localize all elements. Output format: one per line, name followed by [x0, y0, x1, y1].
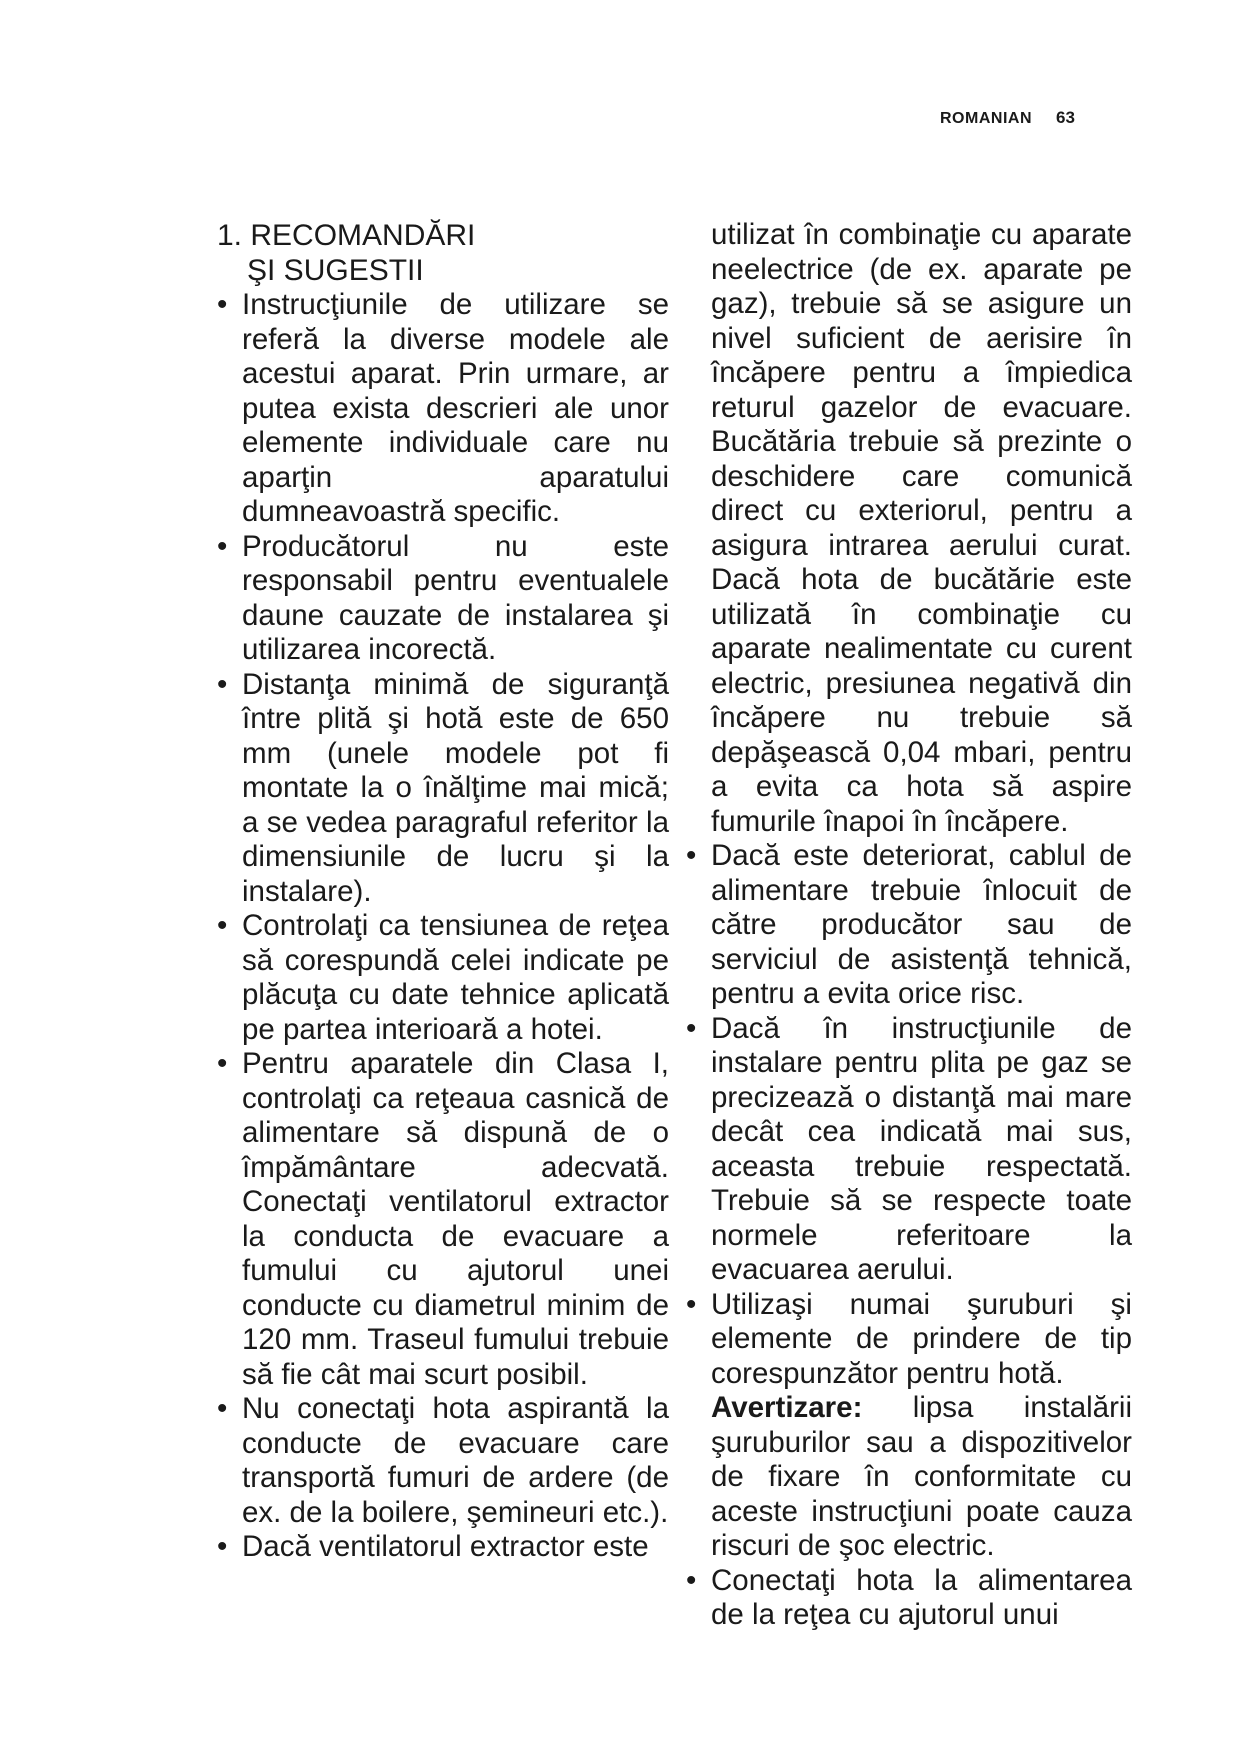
bullet-icon: •: [217, 1392, 228, 1425]
continuation-paragraph: utilizat în combinaţie cu aparate neelectrice (de ex. aparate pe gaz), trebuie să se asigure un nivel suficient de aerisire în încăpere pentru a împiedica returul gazelor de evacuare. Bucătăria trebuie să prezinte o deschidere care comunică direct cu exteriorul, pentru a asigura intrarea aerului curat. Dacă hota de bucătărie este utilizată în combinaţie cu aparate nealimentate cu curent electric, presiunea negativă din încăpere nu trebuie să depăşească 0,04 mbari, pentru a evita ca hota să aspire fumurile înapoi în încăpere.: [711, 218, 1132, 838]
section-title-line1: 1. RECOMANDĂRI: [217, 219, 476, 252]
bullet-icon: •: [217, 1530, 228, 1563]
warning-label: Avertizare:: [711, 1391, 863, 1424]
list-item: • Dacă ventilatorul extractor este: [217, 1530, 649, 1563]
bullet-icon: •: [686, 1287, 697, 1321]
list-item: • Distanţa minimă de siguranţă între plită şi hotă este de 650 mm (unele modele pot fi montate la o înălţime mai mică; a se vedea paragraful referitor la dimensiunile de lucru şi la instalare).: [217, 667, 669, 908]
bullet-icon: •: [217, 529, 228, 563]
language-label: ROMANIAN: [940, 110, 1032, 127]
bullet-icon: •: [217, 909, 228, 942]
bullet-icon: •: [217, 667, 228, 701]
page-header: [940, 108, 1140, 128]
left-column: [217, 218, 669, 1565]
bullet-icon: •: [686, 839, 697, 872]
list-item: • Conectaţi hota la alimentarea de la reţea cu ajutorul unui: [686, 1563, 1132, 1631]
list-item: • Utilizaşi numai şuruburi şi elemente de prindere de tip corespunzător pentru hotă. Avertizare: lipsa instalării şuruburilor sau a dispozitivelor de fixare în conformitate cu aceste instrucţiuni poate cauza riscuri de şoc electric.: [686, 1287, 1133, 1562]
bullet-icon: •: [686, 1011, 697, 1045]
section-title: [217, 218, 669, 288]
list-item: • Instrucţiunile de utilizare se referă la diverse modele ale acestui aparat. Prin urmare, ar putea exista descrieri ale unor elemente individuale care nu aparţin aparatului dumneavoastră specific.: [217, 288, 669, 528]
bullet-icon: •: [217, 1047, 228, 1080]
list-item: • Pentru aparatele din Clasa I, controlaţi ca reţeaua casnică de alimentare să dispună de o împământare adecvată. Conectaţi ventilatorul extractor la conducta de evacuare a fumului cu ajutorul unei conducte cu diametrul minim de 120 mm. Traseul fumului trebuie să fie cât mai scurt posibil.: [217, 1047, 669, 1391]
section-title-line2: ŞI SUGESTII: [247, 254, 424, 287]
page-number: 63: [1056, 108, 1075, 127]
list-item: • Dacă în instrucţiunile de instalare pentru plita pe gaz se precizează o distanţă mai mare decât cea indicată mai sus, aceasta trebuie respectată. Trebuie să se respecte toate normele referitoare la evacuarea aerului.: [686, 1011, 1132, 1286]
bullet-icon: •: [686, 1563, 697, 1597]
list-item: • Producătorul nu este responsabil pentru eventualele daune cauzate de instalarea şi utilizarea incorectă.: [217, 529, 669, 666]
bullet-icon: •: [217, 288, 228, 321]
list-item: • Controlaţi ca tensiunea de reţea să corespundă celei indicate pe plăcuţa cu date tehnice aplicată pe partea interioară a hotei.: [217, 909, 669, 1046]
list-item: • Dacă este deteriorat, cablul de alimentare trebuie înlocuit de către producător sau de serviciul de asistenţă tehnică, pentru a evita orice risc.: [686, 839, 1132, 1010]
warning-text: lipsa instalării şuruburilor sau a dispozitivelor de fixare în conformitate cu aceste instrucţiuni poate cauza riscuri de şoc electric.: [711, 1391, 1133, 1562]
right-column: [686, 218, 1132, 1633]
list-item: • Nu conectaţi hota aspirantă la conducte de evacuare care transportă fumuri de ardere (de ex. de la boilere, şemineuri etc.).: [217, 1392, 669, 1529]
